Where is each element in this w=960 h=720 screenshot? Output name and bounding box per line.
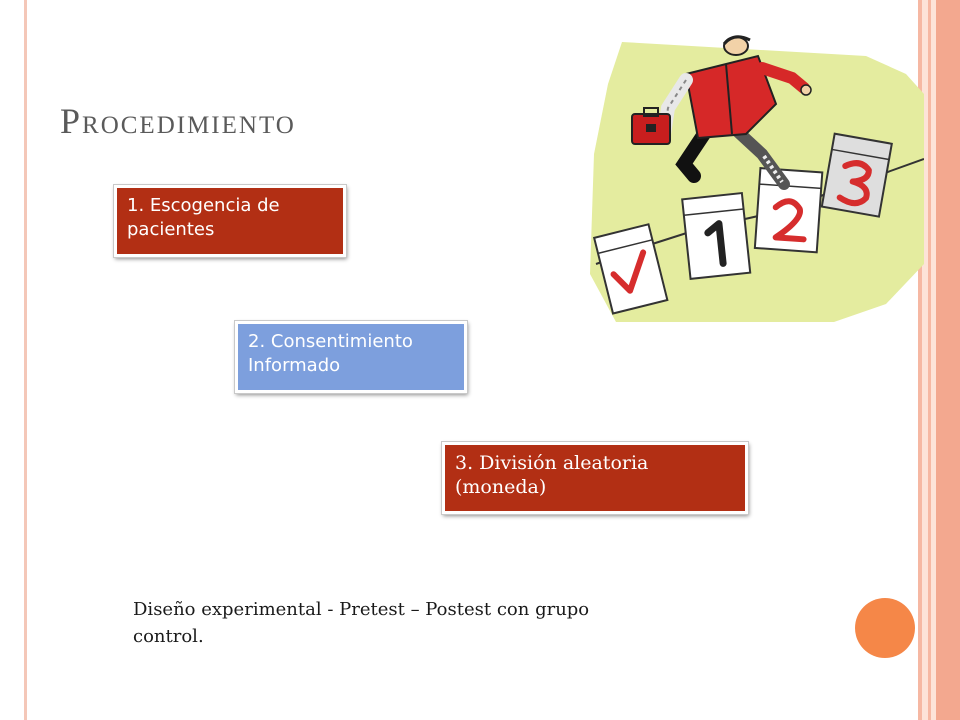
person-running-with-calendars-icon (586, 34, 924, 322)
step-box-3: 3. División aleatoria (moneda) (442, 442, 748, 514)
design-note: Diseño experimental - Pretest – Postest con grupo control. (133, 599, 590, 647)
step-box-1: 1. Escogencia de pacientes (114, 185, 346, 257)
step-box-2: 2. Consentimiento Informado (235, 321, 467, 393)
left-border-rule (24, 0, 27, 720)
slide-title: Procedimiento (60, 101, 296, 141)
orange-circle-decoration (855, 598, 915, 658)
